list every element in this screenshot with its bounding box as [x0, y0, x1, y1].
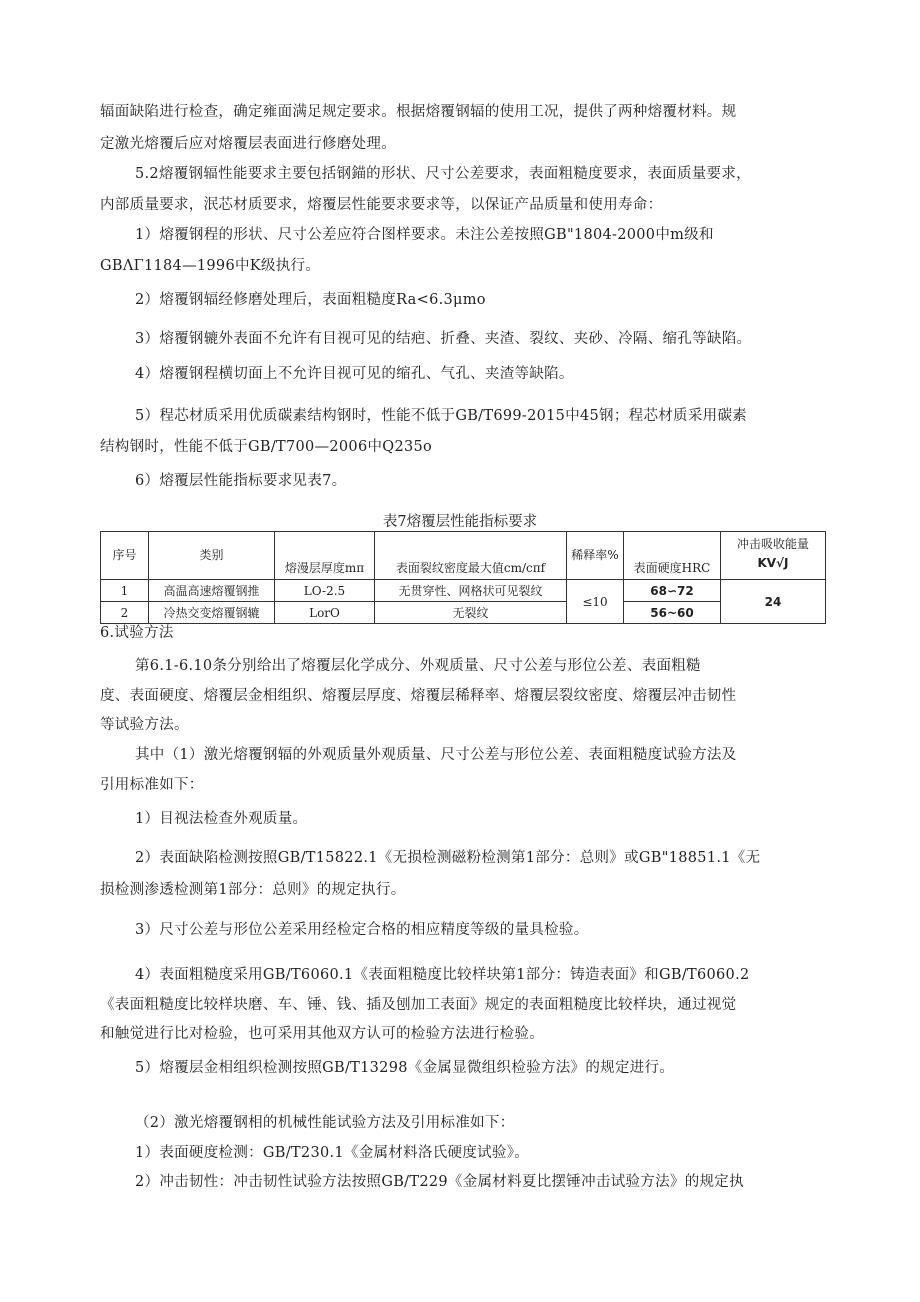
table-cell: 冷热交变熔覆钢辘 — [149, 602, 275, 624]
text-line: 等试验方法。 — [100, 717, 189, 733]
header-cell: 熔漫层厚度mπ — [275, 532, 375, 580]
text-line: 内部质量要求，泯芯材质要求，熔覆层性能要求要求等，以保证产品质量和使用寿命： — [100, 197, 663, 213]
performance-table — [100, 531, 826, 624]
list-item: 5）程芯材质采用优质碳素结构钢时，性能不低于GB/T699-2015中45钢；程芯材质采用碳素 — [135, 408, 748, 424]
list-item: 5）熔覆层金相组织检测按照GB/T13298《金属显微组织检验方法》的规定进行。 — [135, 1060, 675, 1076]
table-cell: LorO — [275, 602, 375, 624]
text-line: 和触觉进行比对检验，也可采用其他双方认可的检验方法进行检验。 — [100, 1026, 544, 1042]
section-5-2-line: 5.2熔覆钢辐性能要求主要包括钢錨的形状、尺寸公差要求，表面粗糙度要求，表面质量要求， — [135, 166, 751, 182]
header-cell: 稀释率% — [567, 532, 624, 580]
text-line: 定激光熔覆后应对熔覆层表面进行修磨处理。 — [100, 136, 396, 152]
list-item: 1）表面硬度检测：GB/T230.1《金属材料洛氏硬度试验》。 — [135, 1145, 530, 1161]
table-cell-impact: 24 — [721, 580, 826, 624]
header-impact: 冲击吸收能量 — [736, 537, 809, 551]
header-cell — [721, 532, 826, 580]
text-line: 度、表面硬度、熔覆层金相组织、熔覆层厚度、熔覆层稀释率、熔覆层裂纹密度、熔覆层冲击韧性 — [100, 688, 737, 704]
table-cell: 1 — [101, 580, 149, 602]
header-cell: 表面裂纹密度最大值cm/cπf — [375, 532, 567, 580]
text-line: 损检测渗透检测第1部分：总则》的规定执行。 — [100, 882, 406, 898]
table-cell: 无裂纹 — [375, 602, 567, 624]
list-item: 3）尺寸公差与形位公差采用经检定合格的相应精度等级的量具检验。 — [135, 922, 589, 938]
table-cell: 2 — [101, 602, 149, 624]
list-item: 2）表面缺陷检测按照GB/T15822.1《无损检测磁粉检测第1部分：总则》或GB"18851.1《无 — [135, 850, 761, 866]
table-cell: 68∽72 — [624, 580, 721, 602]
header-cell: 类别 — [149, 532, 275, 580]
text-line: 其中（1）激光熔覆钢辐的外观质量外观质量、尺寸公差与形位公差、表面粗糙度试验方法及 — [135, 747, 737, 763]
text-line: 辐面缺陷进行检查，确定雍面满足规定要求。根据熔覆钢辐的使用工况，提供了两种熔覆材料。规 — [100, 104, 737, 120]
list-item: 1）熔覆钢程的形状、尺寸公差应符合图样要求。未注公差按照GB"1804-2000中m级和 — [135, 227, 714, 243]
table-cell: LO-2.5 — [275, 580, 375, 602]
list-item: 4）熔覆钢程横切面上不允许目视可见的缩孔、气孔、夹渣等缺陷。 — [135, 366, 574, 382]
table-cell: 56~60 — [624, 602, 721, 624]
list-item: 4）表面粗糙度采用GB/T6060.1《表面粗糙度比较样块第1部分：铸造表面》和GB/T6060.2 — [135, 967, 750, 983]
header-cell — [624, 532, 721, 580]
table-header-row — [101, 532, 826, 580]
text-line: 结构钢时，性能不低于GB/T700—2006中Q235o — [100, 439, 433, 455]
section-heading: 6.试验方法 — [100, 625, 174, 641]
table-caption: 表7熔覆层性能指标要求 — [382, 514, 538, 530]
table-cell-dilution: ≤10 — [567, 580, 624, 624]
list-item: 1）目视法检查外观质量。 — [135, 811, 308, 827]
list-item: 2）熔覆钢辐经修磨处理后，表面粗糙度Ra<6.3μmo — [135, 292, 486, 308]
text-line: （2）激光熔覆钢相的机械性能试验方法及引用标准如下： — [135, 1115, 515, 1131]
header-impact-unit: KV√J — [757, 556, 789, 570]
text-line: 《表面粗糙度比较样块磨、车、锤、钱、插及刨加工表面》规定的表面粗糙度比较样块，通过视觉 — [100, 997, 737, 1013]
text-line: 第6.1-6.10条分别给出了熔覆层化学成分、外观质量、尺寸公差与形位公差、表面粗糙 — [135, 658, 701, 674]
list-item: 6）熔覆层性能指标要求见表7。 — [135, 473, 347, 489]
text-line: 引用标准如下： — [100, 777, 204, 793]
list-item: 3）熔覆钢辘外表面不允许有目视可见的结疤、折叠、夹渣、裂纹、夹砂、冷隔、缩孔等缺陷。 — [135, 331, 752, 347]
table-cell: 无贯穿性、网格状可见裂纹 — [375, 580, 567, 602]
header-hardness: 表面硬度HRC — [633, 561, 711, 575]
table-row — [101, 580, 826, 602]
text-line: GBΛΓ1184—1996中K级执行。 — [100, 258, 321, 274]
list-item: 2）冲击韧性：冲击韧性试验方法按照GB/T229《金属材料夏比摆锤冲击试验方法》的规定执 — [135, 1174, 744, 1190]
header-cell: 序号 — [101, 532, 149, 580]
table-row — [101, 602, 826, 624]
table-cell: 高温高速熔覆钢推 — [149, 580, 275, 602]
